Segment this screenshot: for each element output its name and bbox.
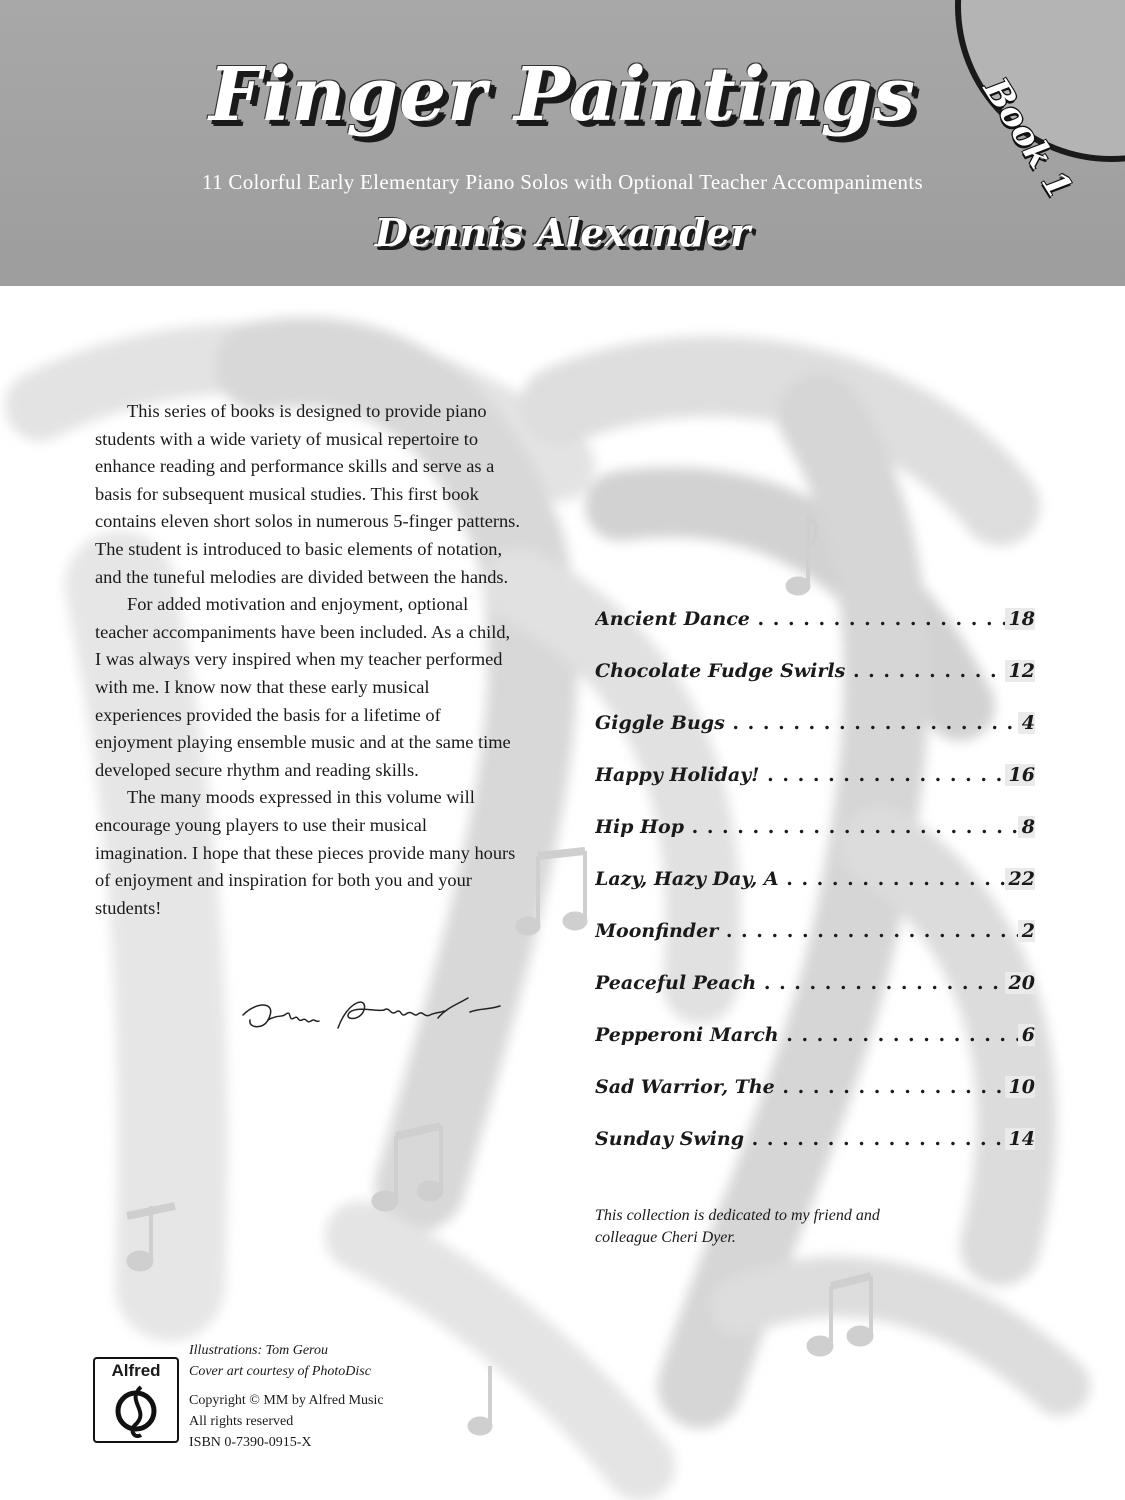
intro-paragraph: For added motivation and enjoyment, optional teacher accompaniments have been included. As a child, I was always very inspired when my teacher performed with me. I know now that these early musical experiences provided the basis for a lifetime of enjoyment playing ensemble music and at the same time developed secure rhythm and reading skills. (95, 594, 511, 780)
toc-page: 20 (1005, 972, 1035, 994)
toc-row (595, 912, 1035, 964)
toc-row (595, 964, 1035, 1016)
cover-art-credit: Cover art courtesy of PhotoDisc (189, 1364, 371, 1379)
isbn-line: ISBN 0-7390-0915-X (189, 1435, 312, 1450)
toc-row (595, 600, 1035, 652)
treble-clef-icon (95, 1381, 177, 1441)
header-band (0, 0, 1125, 286)
copyright-line: Copyright © MM by Alfred Music (189, 1393, 384, 1408)
book-number-label: Book 1 (975, 71, 1080, 206)
alfred-logo (93, 1357, 179, 1443)
toc-row (595, 652, 1035, 704)
toc-title: Happy Holiday! . . . (595, 764, 1035, 786)
toc-page: 22 (1005, 868, 1035, 890)
toc-title: Chocolate Fudge Swirls . . . (595, 660, 1035, 682)
toc-row (595, 1120, 1035, 1172)
dedication: This collection is dedicated to my friend and colleague Cheri Dyer. (595, 1207, 880, 1246)
toc-row (595, 808, 1035, 860)
table-of-contents (595, 600, 1035, 1172)
toc-page: 16 (1005, 764, 1035, 786)
intro-paragraph: This series of books is designed to provide piano students with a wide variety of musical repertoire to enhance reading and performance skills and serve as a basis for subsequent musical studies. This first book contains eleven short solos in numerous 5-finger patterns. The student is introduced to basic elements of notation, and the tuneful melodies are divided between the hands. (95, 401, 520, 587)
credits (189, 1340, 384, 1453)
intro-text (95, 398, 520, 922)
toc-page: 14 (1005, 1128, 1035, 1150)
toc-row (595, 1016, 1035, 1068)
intro-paragraph: The many moods expressed in this volume will encourage young players to use their musical imagination. I hope that these pieces provide many hours of enjoyment and inspiration for both you and your students! (95, 787, 516, 918)
book-title: Finger Paintings (208, 52, 917, 138)
toc-row (595, 704, 1035, 756)
toc-title: Giggle Bugs . . . (595, 712, 1035, 734)
toc-title: Sad Warrior, The . . . (595, 1076, 1035, 1098)
illustration-credit: Illustrations: Tom Gerou (189, 1343, 328, 1358)
author-signature (238, 990, 518, 1040)
toc-page: 12 (1005, 660, 1035, 682)
toc-page: 8 (1018, 816, 1035, 838)
toc-row (595, 860, 1035, 912)
toc-page: 6 (1018, 1024, 1035, 1046)
author-name: Dennis Alexander (374, 210, 751, 255)
toc-title: Sunday Swing . . . (595, 1128, 1035, 1150)
toc-page: 2 (1018, 920, 1035, 942)
toc-row (595, 756, 1035, 808)
toc-title: Pepperoni March . . . (595, 1024, 1035, 1046)
toc-title: Moonfinder . . . (595, 920, 1035, 942)
toc-page: 4 (1018, 712, 1035, 734)
toc-page: 18 (1005, 608, 1035, 630)
logo-text: Alfred (111, 1361, 161, 1380)
toc-page: 10 (1005, 1076, 1035, 1098)
toc-title: Lazy, Hazy Day, A . . . (595, 868, 1035, 890)
rights-line: All rights reserved (189, 1414, 294, 1429)
book-subtitle: 11 Colorful Early Elementary Piano Solos with Optional Teacher Accompaniments (202, 170, 923, 194)
toc-row (595, 1068, 1035, 1120)
toc-title: Ancient Dance . . . (595, 608, 1035, 630)
toc-title: Peaceful Peach . . . (595, 972, 1035, 994)
toc-title: Hip Hop . . . (595, 816, 1035, 838)
